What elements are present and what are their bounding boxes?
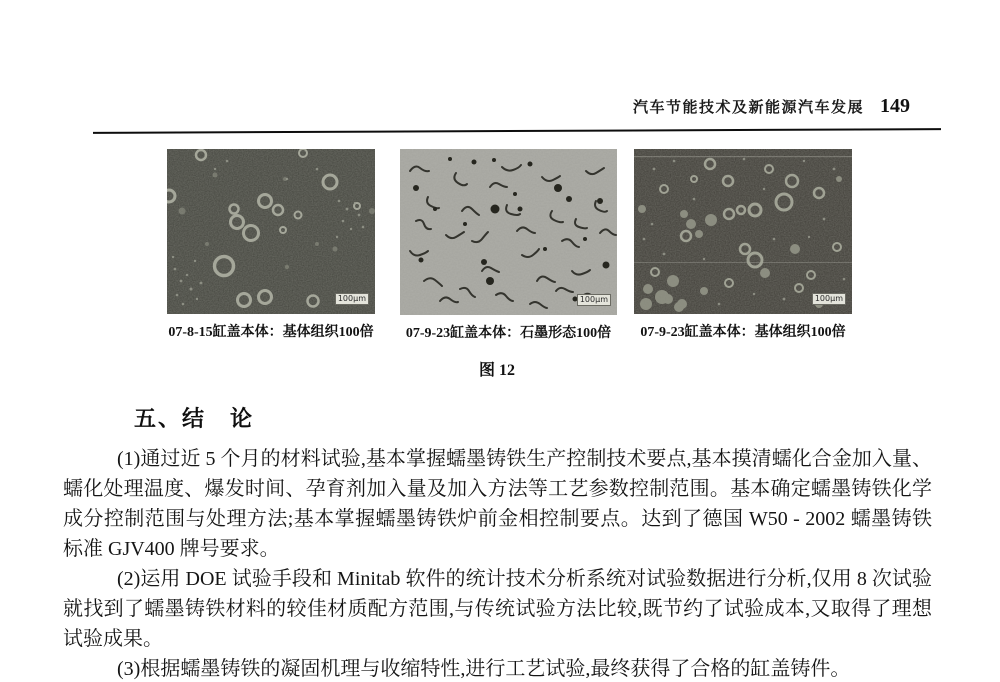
journal-title: 汽车节能技术及新能源汽车发展 — [632, 99, 864, 116]
figure-caption-2: 07-9-23缸盖本体：石墨形态100倍 — [405, 326, 612, 341]
micrograph-graphite-07-9-23 — [400, 149, 617, 315]
figure-caption-3: 07-9-23缸盖本体：基体组织100倍 — [640, 325, 846, 340]
figure-row — [167, 149, 852, 342]
scale-bar-label: 100μm — [577, 294, 611, 306]
micrograph-matrix-07-8-15 — [167, 149, 375, 314]
figure-panel-2 — [400, 149, 617, 342]
scale-bar-label: 100μm — [812, 293, 846, 305]
page-number: 149 — [880, 95, 910, 117]
conclusion-paragraph-3: (3)根据蠕墨铸铁的凝固机理与收缩特性,进行工艺试验,最终获得了合格的缸盖铸件。 — [117, 658, 851, 680]
section-heading: 五、结 论 — [134, 406, 255, 431]
conclusion-paragraph-2: (2)运用 DOE 试验手段和 Minitab 软件的统计技术分析系统对试验数据进行分析,仅用 8 次试验就找到了蠕墨铸铁材料的较佳材质配方范围,与传统试验方法比较,既节约了试验成本,又取得了理想试验成果。 — [63, 568, 932, 650]
conclusion-paragraph-1: (1)通过近 5 个月的材料试验,基本掌握蠕墨铸铁生产控制技术要点,基本摸清蠕化合金加入量、蠕化处理温度、爆发时间、孕育剂加入量及加入方法等工艺参数控制范围。基本确定蠕墨铸铁化学成分控制范围与处理方法;基本掌握蠕墨铸铁炉前金相控制要点。达到了德国 W50 - 2002 蠕墨铸铁标准 GJV400 牌号要求。 — [63, 448, 932, 560]
header-rule — [93, 128, 941, 134]
figure-label: 图 12 — [478, 362, 515, 379]
figure-panel-1 — [167, 149, 375, 341]
conclusion-section — [63, 402, 932, 682]
scale-bar-label: 100μm — [335, 293, 369, 305]
figure-caption-1: 07-8-15缸盖本体：基体组织100倍 — [168, 325, 374, 340]
figure-panel-3 — [634, 149, 852, 341]
running-head — [0, 95, 910, 118]
micrograph-matrix-07-9-23 — [634, 149, 852, 314]
